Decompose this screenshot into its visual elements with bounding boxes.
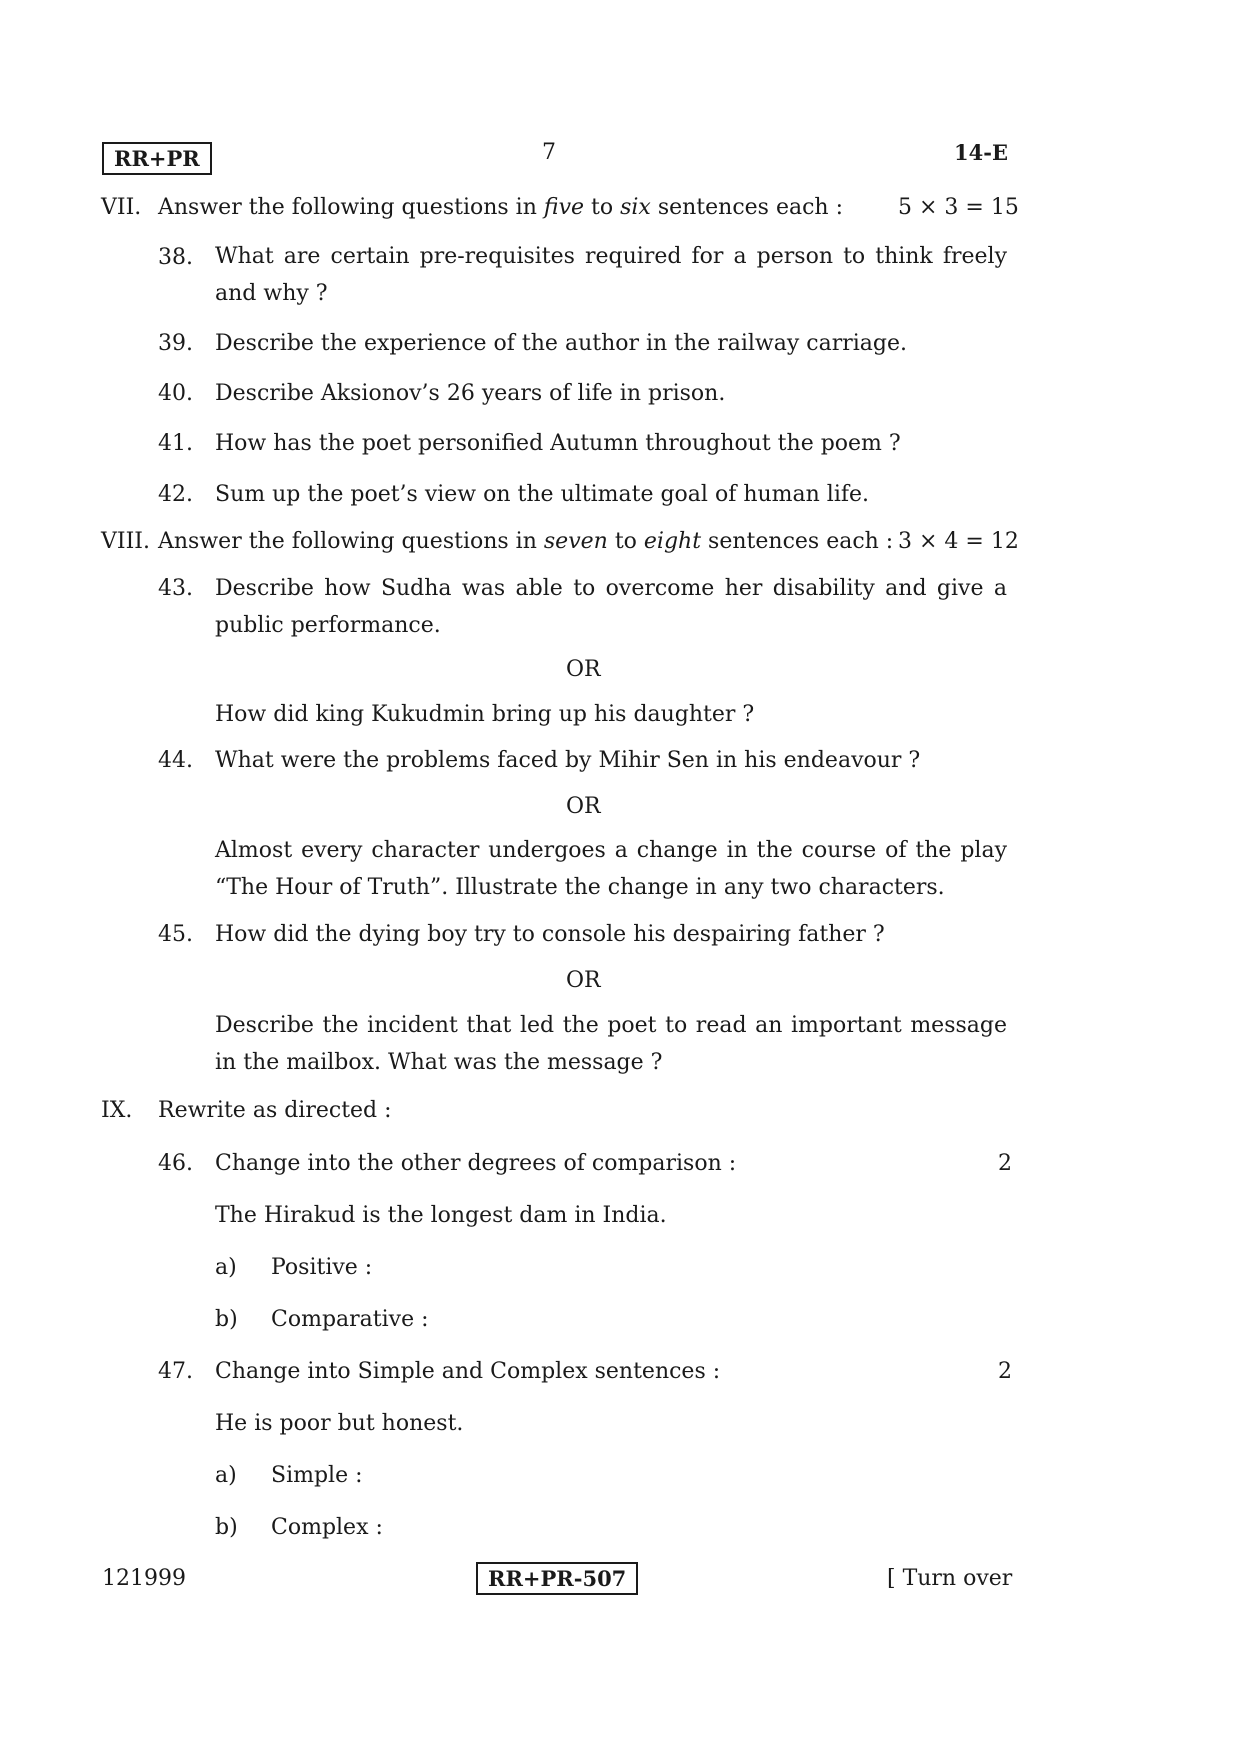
- page-number: 7: [542, 140, 556, 165]
- or-label: OR: [566, 794, 601, 819]
- part-label: a): [215, 1255, 237, 1280]
- alternate-question-text: Almost every character undergoes a change in the course of the play “The Hour of Truth”. Illustrate the change in any two characters.: [215, 838, 1007, 900]
- alternate-question-text: How did king Kukudmin bring up his daughter ?: [215, 702, 755, 727]
- or-label: OR: [566, 657, 601, 682]
- question-marks: 2: [998, 1359, 1012, 1384]
- question-text: Sum up the poet’s view on the ultimate goal of human life.: [215, 482, 870, 507]
- section-ix-numeral: IX.: [101, 1098, 133, 1123]
- question-marks: 2: [998, 1151, 1012, 1176]
- question-text: What were the problems faced by Mihir Sen in his endeavour ?: [215, 748, 921, 773]
- question-text: Describe the experience of the author in the railway carriage.: [215, 331, 908, 356]
- question-text: How has the poet personified Autumn throughout the poem ?: [215, 431, 901, 456]
- header-right-code: 14-E: [954, 140, 1008, 165]
- section-viii-numeral: VIII.: [101, 529, 150, 554]
- question-number: 43.: [158, 576, 193, 601]
- section-vii-marks: 5 × 3 = 15: [898, 195, 1019, 220]
- alternate-question-text: Describe the incident that led the poet to read an important message in the mailbox. What was the message ?: [215, 1013, 1007, 1075]
- part-label: a): [215, 1463, 237, 1488]
- part-text: Positive :: [271, 1255, 373, 1280]
- part-text: Comparative :: [271, 1307, 429, 1332]
- section-viii-marks: 3 × 4 = 12: [898, 529, 1019, 554]
- given-sentence: He is poor but honest.: [215, 1411, 464, 1436]
- question-number: 40.: [158, 381, 193, 406]
- question-number: 41.: [158, 431, 193, 456]
- part-text: Simple :: [271, 1463, 363, 1488]
- footer-serial: 121999: [102, 1566, 186, 1591]
- part-text: Complex :: [271, 1515, 383, 1540]
- footer-code: RR+PR-507: [476, 1562, 638, 1595]
- question-number: 45.: [158, 922, 193, 947]
- question-text: What are certain pre-requisites required for a person to think freely and why ?: [215, 244, 1007, 306]
- question-text: Describe Aksionov’s 26 years of life in prison.: [215, 381, 726, 406]
- or-label: OR: [566, 968, 601, 993]
- question-number: 42.: [158, 482, 193, 507]
- part-label: b): [215, 1307, 238, 1332]
- question-number: 44.: [158, 748, 193, 773]
- question-text: Change into Simple and Complex sentences :: [215, 1359, 721, 1384]
- section-ix-instruction: Rewrite as directed :: [158, 1098, 392, 1123]
- question-text: Change into the other degrees of comparison :: [215, 1151, 737, 1176]
- question-number: 38.: [158, 245, 193, 270]
- question-text: How did the dying boy try to console his despairing father ?: [215, 922, 885, 947]
- header-left-code: RR+PR: [102, 142, 212, 175]
- section-vii-instruction: Answer the following questions in five to six sentences each :: [158, 195, 843, 220]
- question-number: 39.: [158, 331, 193, 356]
- part-label: b): [215, 1515, 238, 1540]
- question-text: Describe how Sudha was able to overcome her disability and give a public performance.: [215, 576, 1007, 638]
- turn-over-label: [ Turn over: [887, 1566, 1013, 1591]
- section-viii-instruction: Answer the following questions in seven to eight sentences each :: [158, 529, 894, 554]
- question-number: 46.: [158, 1151, 193, 1176]
- question-number: 47.: [158, 1359, 193, 1384]
- given-sentence: The Hirakud is the longest dam in India.: [215, 1203, 667, 1228]
- section-vii-numeral: VII.: [101, 195, 142, 220]
